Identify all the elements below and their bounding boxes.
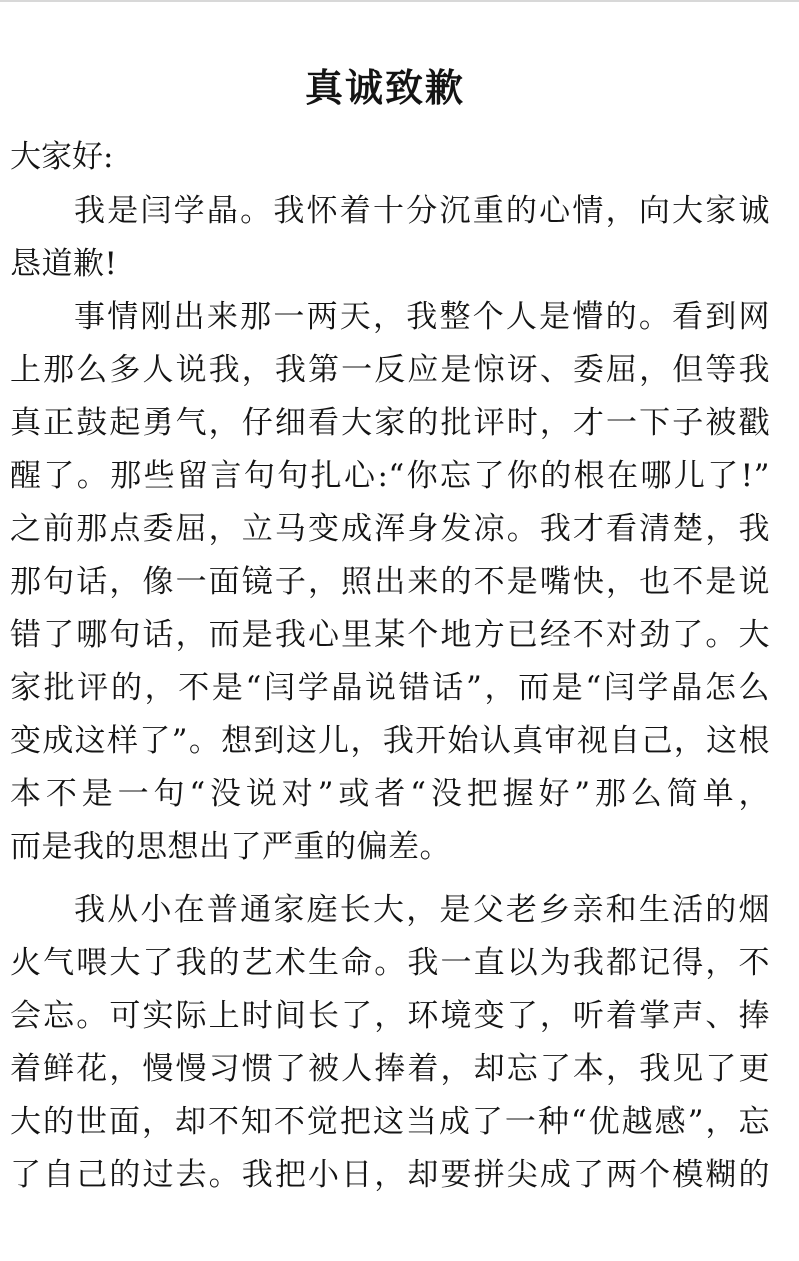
text-line: 我是闫学晶。我怀着十分沉重的心情，向大家诚 <box>74 193 770 229</box>
letter-body <box>10 185 770 1202</box>
text-line: 变成这样了”。想到这儿，我开始认真审视自己，这根 <box>10 723 770 759</box>
text-line: 事情刚出来那一两天，我整个人是懵的。看到网 <box>74 299 770 335</box>
text-line: 着鲜花，慢慢习惯了被人捧着，却忘了本，我见了更 <box>10 1051 770 1087</box>
text-line: 之前那点委屈，立马变成浑身发凉。我才看清楚，我 <box>10 511 770 547</box>
paragraph-3 <box>10 884 770 1202</box>
text-line: 上那么多人说我，我第一反应是惊讶、委屈，但等我 <box>10 352 770 388</box>
text-line: 本不是一句“没说对”或者“没把握好”那么简单， <box>10 776 770 812</box>
text-line: 家批评的，不是“闫学晶说错话”，而是“闫学晶怎么 <box>10 670 770 706</box>
text-line: 了自己的过去。我把小日，却要拼尖成了两个模糊的 <box>10 1157 770 1193</box>
text-line: 醒了。那些留言句句扎心:“你忘了你的根在哪儿了!” <box>10 458 770 494</box>
paragraph-1 <box>10 185 770 291</box>
text-line: 错了哪句话，而是我心里某个地方已经不对劲了。大 <box>10 617 770 653</box>
text-line: 大的世面，却不知不觉把这当成了一种“优越感”，忘 <box>10 1104 770 1140</box>
greeting: 大家好: <box>10 139 114 175</box>
text-line: 而是我的思想出了严重的偏差。 <box>10 829 451 865</box>
text-line: 我从小在普通家庭长大，是父老乡亲和生活的烟 <box>74 892 770 928</box>
paragraph-gap <box>10 874 770 884</box>
text-line: 火气喂大了我的艺术生命。我一直以为我都记得，不 <box>10 945 770 981</box>
text-line: 真正鼓起勇气，仔细看大家的批评时，才一下子被戳 <box>10 405 770 441</box>
text-line: 会忘。可实际上时间长了，环境变了，听着掌声、捧 <box>10 998 770 1034</box>
text-line: 那句话，像一面镜子，照出来的不是嘴快，也不是说 <box>10 564 770 600</box>
text-line: 恳道歉! <box>10 246 118 282</box>
document-title: 真诚致歉 <box>304 65 465 110</box>
paragraph-2 <box>10 291 770 874</box>
